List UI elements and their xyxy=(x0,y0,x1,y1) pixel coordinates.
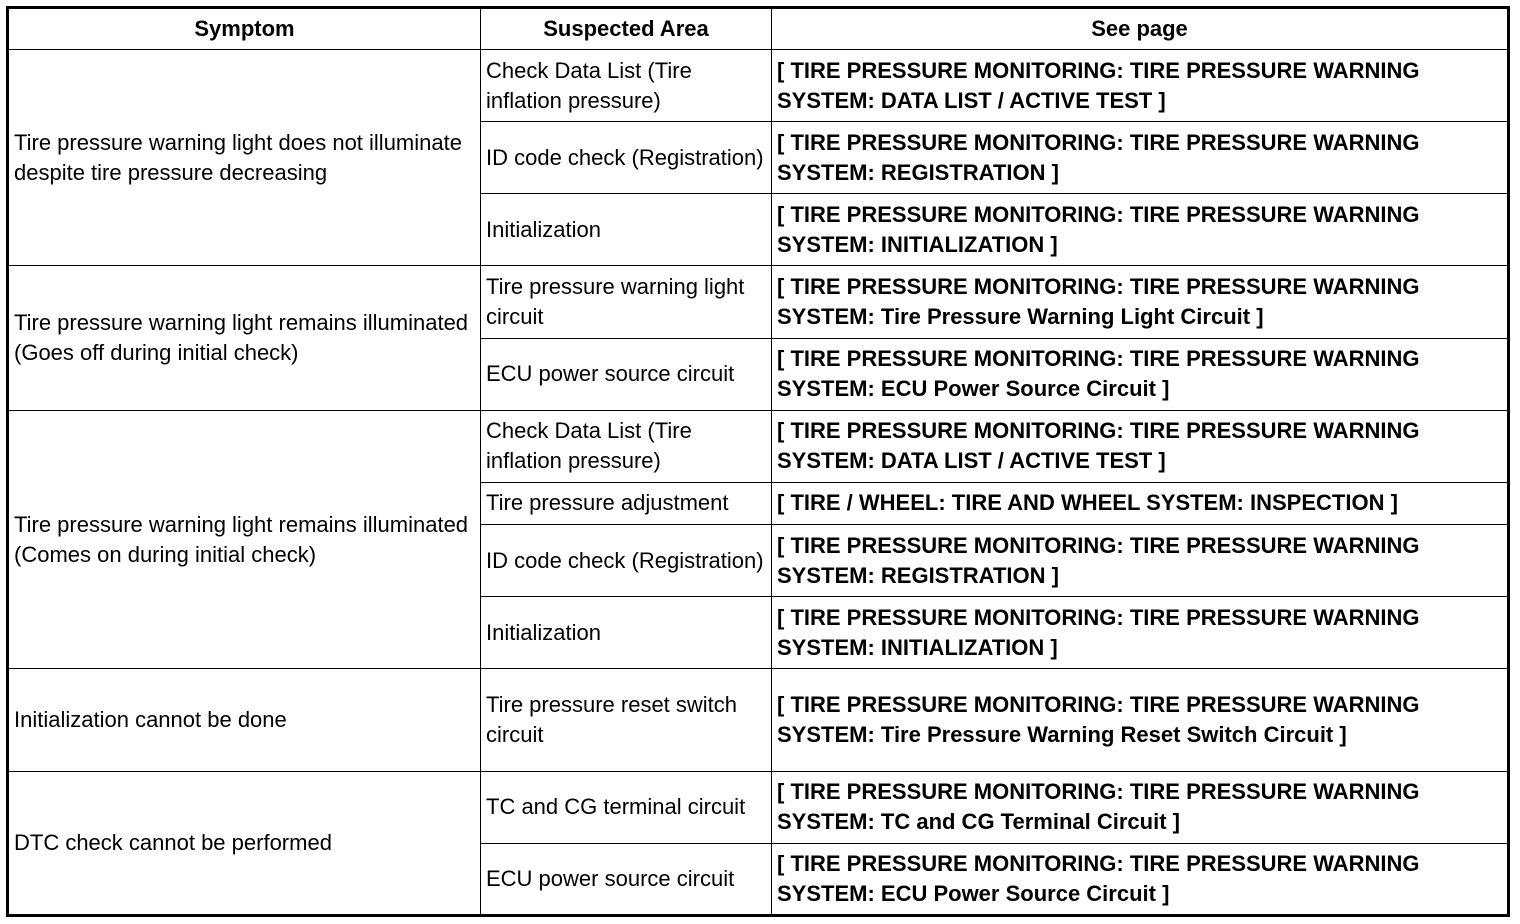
suspected-area-cell: ID code check (Registration) xyxy=(481,525,772,597)
see-page-cell: [ TIRE PRESSURE MONITORING: TIRE PRESSURE WARNING SYSTEM: TC and CG Terminal Circuit ] xyxy=(772,771,1509,843)
header-symptom: Symptom xyxy=(8,8,481,50)
suspected-area-cell: Initialization xyxy=(481,194,772,266)
see-page-cell: [ TIRE PRESSURE MONITORING: TIRE PRESSURE WARNING SYSTEM: ECU Power Source Circuit ] xyxy=(772,843,1509,915)
see-page-cell: [ TIRE PRESSURE MONITORING: TIRE PRESSURE WARNING SYSTEM: Tire Pressure Warning Reset Switch Circuit ] xyxy=(772,669,1509,771)
header-row xyxy=(8,8,1509,50)
suspected-area-cell: Check Data List (Tire inflation pressure) xyxy=(481,410,772,482)
table-row xyxy=(8,771,1509,843)
see-page-cell: [ TIRE / WHEEL: TIRE AND WHEEL SYSTEM: INSPECTION ] xyxy=(772,482,1509,524)
see-page-cell: [ TIRE PRESSURE MONITORING: TIRE PRESSURE WARNING SYSTEM: DATA LIST / ACTIVE TEST ] xyxy=(772,410,1509,482)
see-page-cell: [ TIRE PRESSURE MONITORING: TIRE PRESSURE WARNING SYSTEM: Tire Pressure Warning Light Circuit ] xyxy=(772,266,1509,338)
see-page-cell: [ TIRE PRESSURE MONITORING: TIRE PRESSURE WARNING SYSTEM: INITIALIZATION ] xyxy=(772,597,1509,669)
suspected-area-cell: Tire pressure reset switch circuit xyxy=(481,669,772,771)
symptom-cell: Initialization cannot be done xyxy=(8,669,481,771)
table-row xyxy=(8,50,1509,122)
suspected-area-cell: Tire pressure warning light circuit xyxy=(481,266,772,338)
suspected-area-cell: TC and CG terminal circuit xyxy=(481,771,772,843)
see-page-cell: [ TIRE PRESSURE MONITORING: TIRE PRESSURE WARNING SYSTEM: INITIALIZATION ] xyxy=(772,194,1509,266)
table-row xyxy=(8,669,1509,771)
header-suspected-area: Suspected Area xyxy=(481,8,772,50)
symptom-cell: DTC check cannot be performed xyxy=(8,771,481,915)
suspected-area-cell: ID code check (Registration) xyxy=(481,122,772,194)
see-page-cell: [ TIRE PRESSURE MONITORING: TIRE PRESSURE WARNING SYSTEM: DATA LIST / ACTIVE TEST ] xyxy=(772,50,1509,122)
see-page-cell: [ TIRE PRESSURE MONITORING: TIRE PRESSURE WARNING SYSTEM: REGISTRATION ] xyxy=(772,122,1509,194)
symptom-cell: Tire pressure warning light remains illuminated (Comes on during initial check) xyxy=(8,410,481,669)
header-see-page: See page xyxy=(772,8,1509,50)
symptom-cell: Tire pressure warning light remains illuminated (Goes off during initial check) xyxy=(8,266,481,410)
table-row xyxy=(8,410,1509,482)
symptom-table xyxy=(6,6,1510,917)
symptom-cell: Tire pressure warning light does not illuminate despite tire pressure decreasing xyxy=(8,50,481,266)
see-page-cell: [ TIRE PRESSURE MONITORING: TIRE PRESSURE WARNING SYSTEM: REGISTRATION ] xyxy=(772,525,1509,597)
suspected-area-cell: ECU power source circuit xyxy=(481,338,772,410)
see-page-cell: [ TIRE PRESSURE MONITORING: TIRE PRESSURE WARNING SYSTEM: ECU Power Source Circuit ] xyxy=(772,338,1509,410)
suspected-area-cell: Initialization xyxy=(481,597,772,669)
suspected-area-cell: ECU power source circuit xyxy=(481,843,772,915)
table-row xyxy=(8,266,1509,338)
suspected-area-cell: Tire pressure adjustment xyxy=(481,482,772,524)
suspected-area-cell: Check Data List (Tire inflation pressure) xyxy=(481,50,772,122)
